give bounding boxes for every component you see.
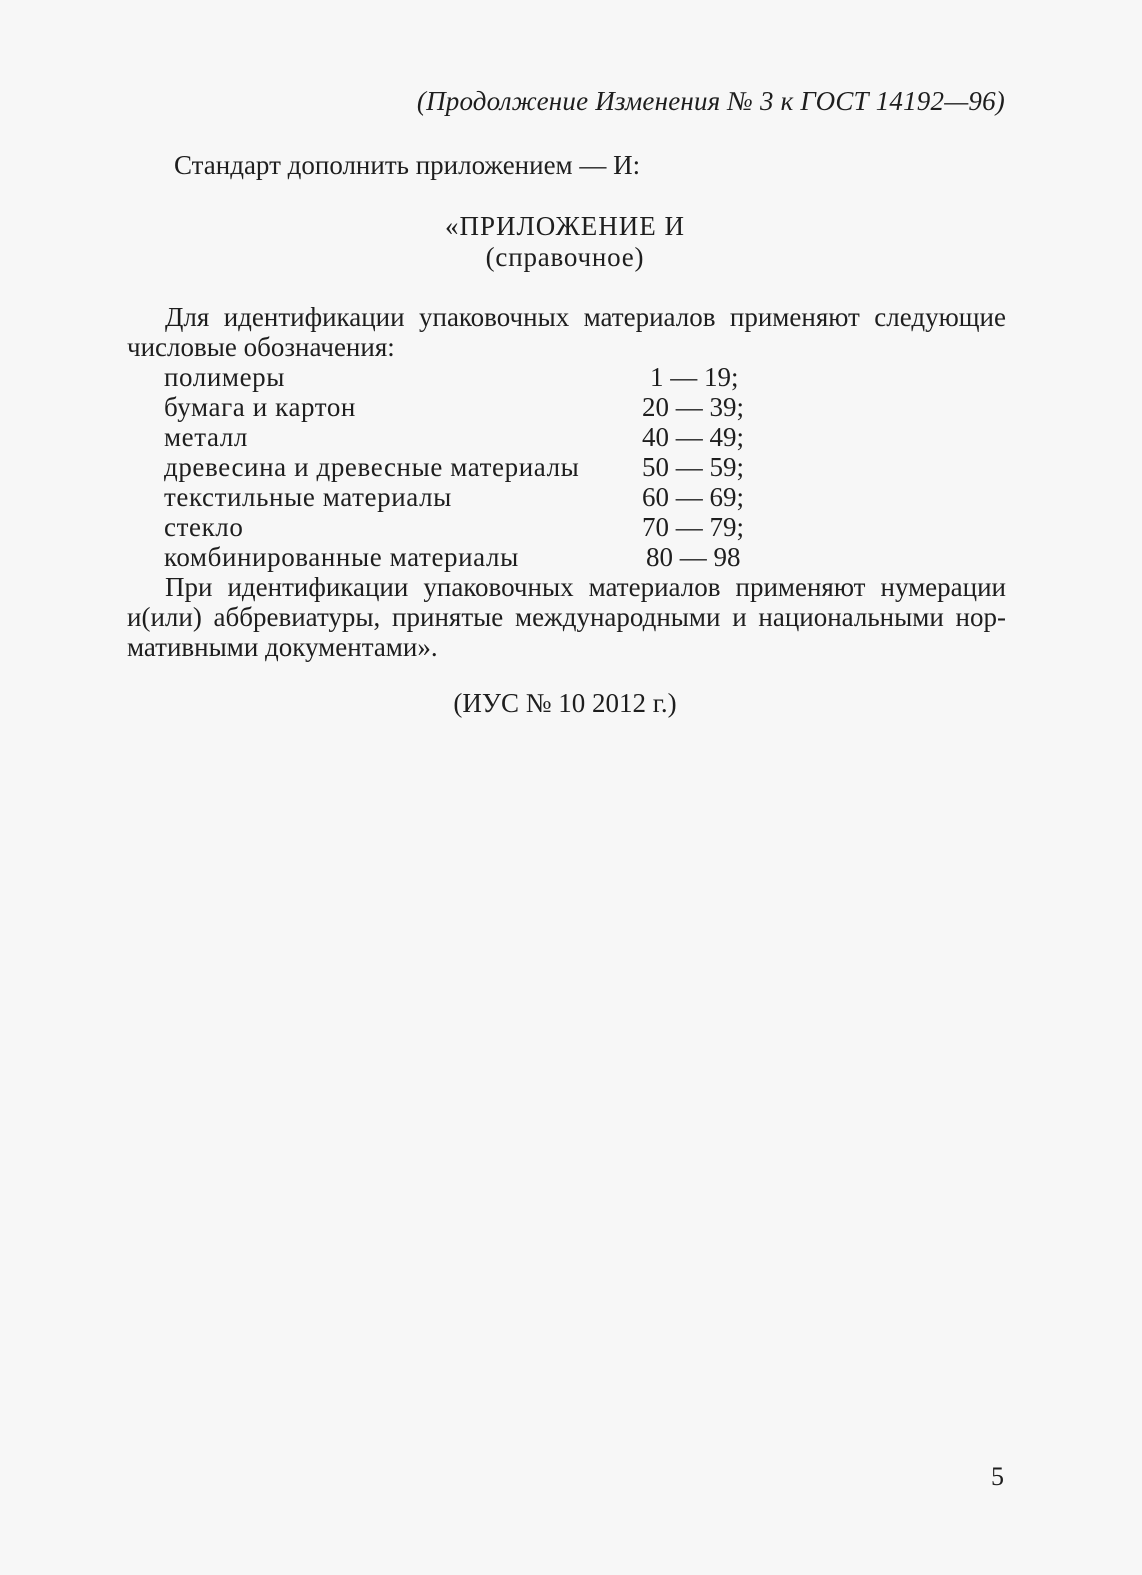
material-range: 80 — 98: [646, 542, 741, 572]
material-name: металл: [164, 422, 248, 452]
material-range: 50 — 59;: [642, 452, 745, 482]
paragraph-line: Для идентификации упаковочных материалов применяют следующие: [165, 302, 1006, 332]
material-range: 20 — 39;: [642, 392, 745, 422]
material-name: текстильные материалы: [164, 482, 452, 512]
paragraph-abbreviations: [127, 572, 1006, 662]
material-range: 1 — 19;: [650, 362, 739, 392]
list-item: [164, 542, 750, 572]
paragraph-line: и(или) аббревиатуры, принятые международными и национальными нор-: [127, 602, 1006, 632]
list-item: [164, 512, 750, 542]
appendix-subtitle: (справочное): [485, 242, 645, 272]
intro-text: Стандарт дополнить приложением — И:: [174, 150, 641, 180]
list-item: [164, 362, 750, 392]
materials-list: [164, 362, 750, 572]
appendix-title: «ПРИЛОЖЕНИЕ И: [444, 211, 686, 241]
source-reference: (ИУС № 10 2012 г.): [453, 688, 677, 718]
list-item: [164, 452, 750, 482]
paragraph-line: При идентификации упаковочных материалов применяют нумерации: [165, 572, 1006, 602]
page-number: 5: [991, 1462, 1004, 1491]
material-name: полимеры: [164, 362, 286, 392]
list-item: [164, 392, 750, 422]
material-range: 60 — 69;: [642, 482, 745, 512]
paragraph-line: мативными документами».: [127, 632, 438, 662]
paragraph-identification: [127, 302, 1006, 362]
material-range: 40 — 49;: [642, 422, 745, 452]
material-range: 70 — 79;: [642, 512, 745, 542]
list-item: [164, 482, 750, 512]
material-name: бумага и картон: [164, 392, 356, 422]
continuation-header: (Продолжение Изменения № 3 к ГОСТ 14192—96): [416, 86, 1005, 116]
material-name: комбинированные материалы: [164, 542, 519, 572]
material-name: древесина и древесные материалы: [164, 452, 580, 482]
list-item: [164, 422, 750, 452]
material-name: стекло: [164, 512, 244, 542]
paragraph-line: числовые обозначения:: [127, 332, 395, 362]
